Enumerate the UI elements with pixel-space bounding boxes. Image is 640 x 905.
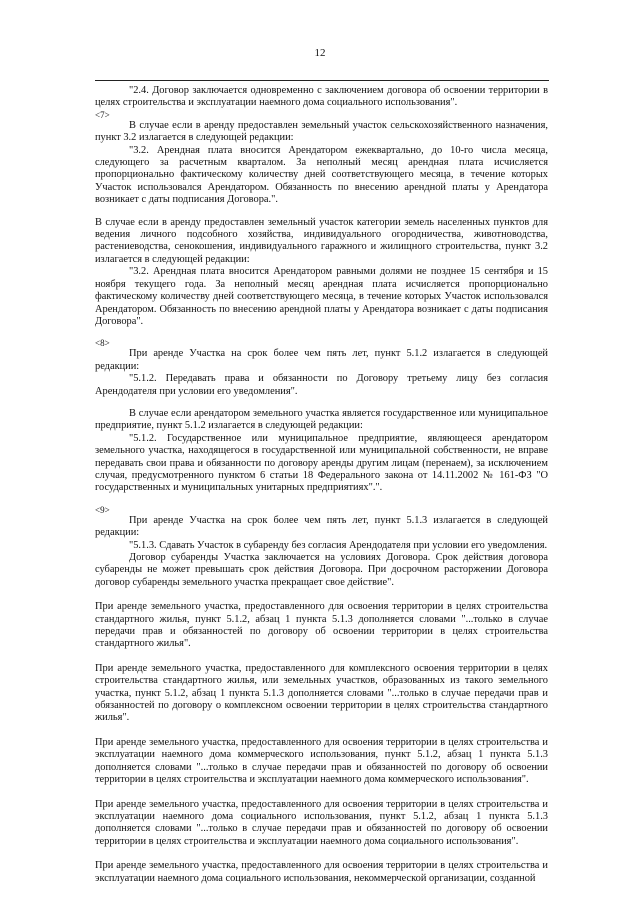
paragraph: В случае если в аренду предоставлен земельный участок сельскохозяйственного назначения, пункт 3.2 излагается в следующей редакции: bbox=[95, 119, 548, 144]
paragraph: При аренде Участка на срок более чем пять лет, пункт 5.1.2 излагается в следующей редакции: bbox=[95, 348, 548, 372]
footnote-marker: <8> bbox=[95, 338, 110, 349]
paragraph: При аренде земельного участка, предоставленного для комплексного освоения территории в целях строительства стандартного жилья, или земельных участков, образованных из такого земельного участка, пункт 5.1.2, абзац 1 пункта 5.1.3 дополняется словами "...только в случае передачи прав и обязанностей по договору о комплексном освоении территории в целях строительства стандартного жилья". bbox=[95, 662, 548, 724]
paragraph: При аренде земельного участка, предоставленного для освоения территории в целях строительства и эксплуатации наемного дома социального использования, пункт 5.1.2, абзац 1 пункта 5.1.3 дополняется словами "...только в случае передачи прав и обязанностей по договору об освоении территории в целях строительства и эксплуатации наемного дома социального использования". bbox=[95, 798, 548, 847]
paragraph: При аренде земельного участка, предоставленного для освоения территории в целях строительства стандартного жилья, пункт 5.1.2, абзац 1 пункта 5.1.3 дополняется словами "...только в случае передачи прав и обязанностей по договору об освоении территории в целях строительства стандартного жилья". bbox=[95, 601, 548, 650]
footnote-marker: <7> bbox=[95, 109, 110, 120]
paragraph: В случае если в аренду предоставлен земельный участок категории земель населенных пунктов для ведения личного подсобного хозяйства, индивидуального огородничества, животноводства, растениеводства, сенокошения, индивидуального гаражного и жилищного строительства, пункт 3.2 излагается в следующей редакции: bbox=[95, 216, 548, 265]
document-body bbox=[95, 85, 548, 885]
paragraph: "3.2. Арендная плата вносится Арендатором равными долями не позднее 15 сентября и 15 ноября текущего года. За неполный месяц арендная плата исчисляется пропорционально фактическому количеству дней соответствующего месяца, в течение которых Участок использовался Арендатором. Обязанность по внесению арендной платы у Арендатора возникает с даты подписания Договора". bbox=[95, 266, 548, 327]
paragraph: В случае если арендатором земельного участка является государственное или муниципальное предприятие, пункт 5.1.2 излагается в следующей редакции: bbox=[95, 407, 548, 432]
paragraph: "5.1.2. Государственное или муниципальное предприятие, являющееся арендатором земельного участка, находящегося в государственной или муниципальной собственности, не вправе передавать свои права и обязанности по договору аренды другим лицам (перенаем), за исключением случая, предусмотренного пунктом 6 статьи 18 Федерального закона от 14.11.2002 № 161-ФЗ "О государственных и муниципальных унитарных предприятиях".". bbox=[95, 432, 548, 494]
paragraph: "3.2. Арендная плата вносится Арендатором ежеквартально, до 10-го числа месяца, следующего за расчетным кварталом. За неполный месяц арендная плата исчисляется пропорционально фактическому количеству дней соответствующего месяца, в течение которых Участок использовался Арендатором. Обязанность по внесению арендной платы у Арендатора возникает с даты подписания Договора.". bbox=[95, 144, 548, 206]
footnote-marker: <9> bbox=[95, 504, 110, 515]
paragraph: Договор субаренды Участка заключается на условиях Договора. Срок действия договора субаренды не может превышать срок действия Договора. При досрочном расторжении Договора договор субаренды земельного участка прекращает свое действие". bbox=[95, 552, 548, 588]
paragraph: При аренде земельного участка, предоставленного для освоения территории в целях строительства и эксплуатации наемного дома социального использования, некоммерческой организации, созданной bbox=[95, 860, 548, 884]
header-rule bbox=[95, 80, 549, 81]
paragraph: "5.1.2. Передавать права и обязанности по Договору третьему лицу без согласия Арендодателя при условии его уведомления". bbox=[95, 373, 548, 397]
paragraph: "5.1.3. Сдавать Участок в субаренду без согласия Арендодателя при условии его уведомления. bbox=[129, 539, 548, 551]
paragraph: При аренде земельного участка, предоставленного для освоения территории в целях строительства и эксплуатации наемного дома коммерческого использования, пункт 5.1.2, абзац 1 пункта 5.1.3 дополняется словами "...только в случае передачи прав и обязанностей по договору об освоении территории в целях строительства и эксплуатации наемного дома коммерческого использования". bbox=[95, 736, 548, 786]
paragraph: "2.4. Договор заключается одновременно с заключением договора об освоении территории в целях строительства и эксплуатации наемного дома социального использования". bbox=[95, 85, 548, 109]
paragraph: При аренде Участка на срок более чем пять лет, пункт 5.1.3 излагается в следующей редакции: bbox=[95, 514, 548, 539]
page-number: 12 bbox=[314, 47, 326, 59]
